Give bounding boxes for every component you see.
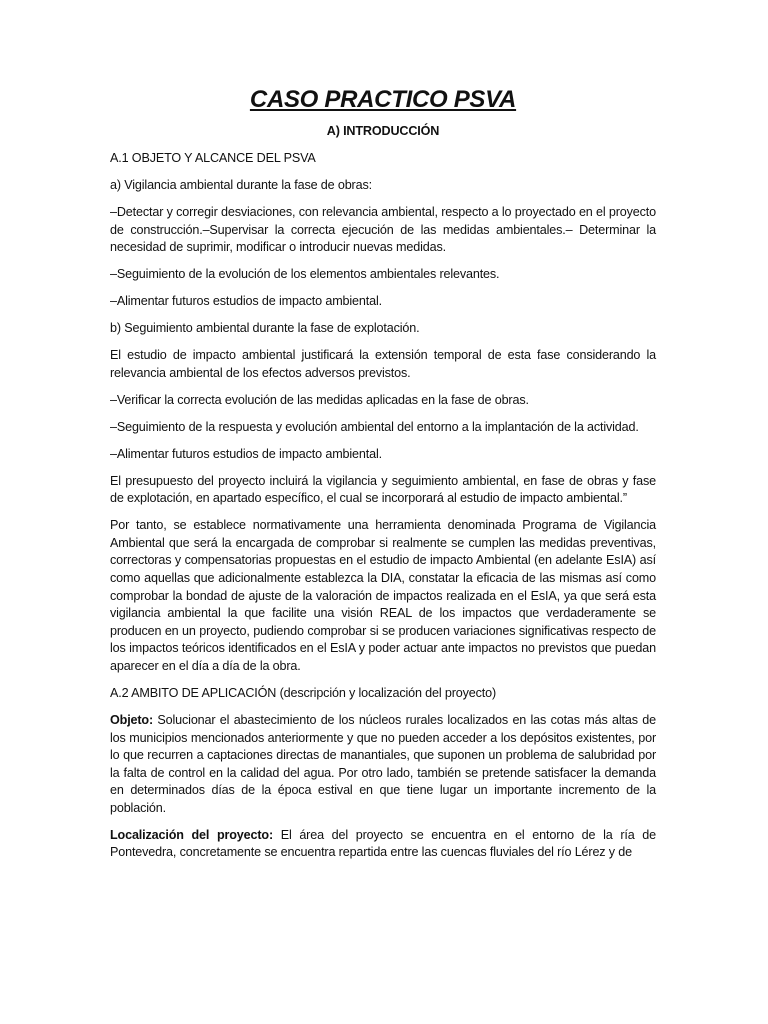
paragraph-seguimiento-2: –Seguimiento de la respuesta y evolución ambiental del entorno a la implantación de la actividad. bbox=[110, 419, 639, 434]
document-title: CASO PRACTICO PSVA bbox=[249, 86, 517, 113]
subheading-a2: A.2 AMBITO DE APLICACIÓN (descripción y localización del proyecto) bbox=[110, 685, 497, 700]
objeto-label: Objeto: bbox=[110, 712, 154, 727]
paragraph-por-tanto: Por tanto, se establece normativamente una herramienta denominada Programa de Vigilancia Ambiental que será la encargada de comprobar si realmente se cumplen las medidas preventivas, correctoras y compensatorias propuestas en el estudio de impacto Ambiental (en adelante EsIA) así como aquellas que adicionalmente establezca la DIA, constatar la eficacia de las mismas así como comprobar la bondad de ajuste de la valoración de impactos realizada en el EsIA, ya que será esta vigilancia ambiental la que facilite una visión REAL de los impactos que verdaderamente se producen en un proyecto, pudiendo comprobar si se producen variaciones significativas respecto de los impactos teóricos identificados en el EsIA y poder actuar ante impactos no previstos que puedan aparecer en el día a día de la obra. bbox=[110, 518, 656, 673]
paragraph-detectar: –Detectar y corregir desviaciones, con relevancia ambiental, respecto a lo proyectado en el proyecto de construcción.–Supervisar la correcta ejecución de las medidas ambientales.– Determinar la necesidad de suprimir, modificar o introducir nuevas medidas. bbox=[110, 204, 656, 255]
section-heading: A) INTRODUCCIÓN bbox=[326, 124, 440, 138]
subheading-a1: A.1 OBJETO Y ALCANCE DEL PSVA bbox=[110, 150, 316, 165]
paragraph-verificar: –Verificar la correcta evolución de las medidas aplicadas en la fase de obras. bbox=[110, 392, 529, 407]
paragraph-estudio: El estudio de impacto ambiental justificará la extensión temporal de esta fase considerando la relevancia ambiental de los efectos adversos previstos. bbox=[110, 348, 656, 380]
paragraph-b: b) Seguimiento ambiental durante la fase de explotación. bbox=[110, 321, 420, 336]
paragraph-a: a) Vigilancia ambiental durante la fase de obras: bbox=[110, 177, 372, 192]
objeto-text: Solucionar el abastecimiento de los núcleos rurales localizados en las cotas más altas de los municipios mencionados anteriormente y que no pueden acceder a los depósitos existentes, por lo que recurren a captaciones directas de manantiales, que suponen un problema de salubridad por la falta de control en la calidad del agua. Por otro lado, también se pretende satisfacer la demanda en determinados días de la época estival en que tiene lugar un importante incremento de la población. bbox=[110, 712, 656, 815]
paragraph-alimentar-1: –Alimentar futuros estudios de impacto ambiental. bbox=[110, 294, 382, 309]
paragraph-presupuesto: El presupuesto del proyecto incluirá la vigilancia y seguimiento ambiental, en fase de obras y fase de explotación, en apartado específico, el cual se incorporará al estudio de impacto ambiental.” bbox=[110, 473, 656, 506]
localizacion-text: El área del proyecto se encuentra en el entorno de la ría de Pontevedra, concretamente se encuentra repartida entre las cuencas fluviales del río Lérez y de bbox=[110, 827, 656, 860]
paragraph-localizacion bbox=[110, 827, 656, 862]
localizacion-label: Localización del proyecto: bbox=[110, 827, 273, 842]
paragraph-objeto bbox=[110, 712, 656, 818]
paragraph-seguimiento: –Seguimiento de la evolución de los elementos ambientales relevantes. bbox=[110, 267, 500, 282]
document-page bbox=[110, 86, 656, 871]
paragraph-alimentar-2: –Alimentar futuros estudios de impacto ambiental. bbox=[110, 446, 382, 461]
